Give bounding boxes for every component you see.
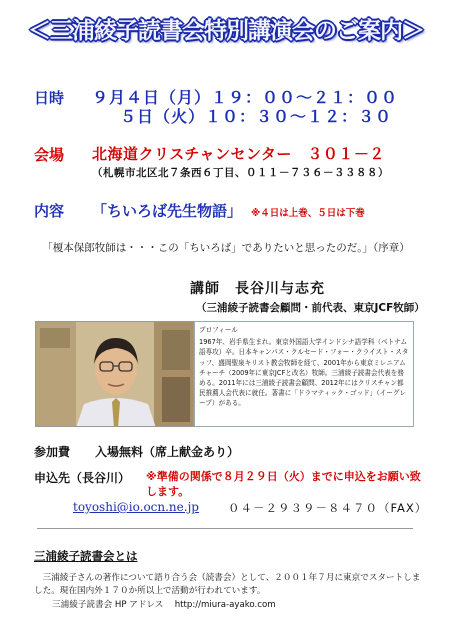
about-heading: 三浦綾子読書会とは	[34, 549, 138, 563]
lecturer-label: 講師 長谷川与志充	[190, 281, 325, 297]
content-title: 「ちいろば先生物語」	[92, 202, 243, 220]
fee-label: 参加費	[34, 445, 71, 459]
email-link[interactable]: toyoshi@io.ocn.ne.jp	[73, 500, 199, 514]
portrait-image	[36, 322, 194, 427]
about-url[interactable]: 三浦綾子読書会 HP アドレス http://miura-ayako.com	[52, 600, 276, 610]
content-note: ※４日は上巻、５日は下巻	[251, 208, 365, 219]
profile-text: 1967年、岩手県生まれ。東京外国語大学インドシナ語学科（ベトナム語専攻）卒。日本キャンパス・クルセード・フォー・クライスト・スタッフ、盛岡聖泉キリスト教会牧師を経て、2001年から東京ミレニアムチャーチ（2009年に東京JCFと改名）牧師。三浦綾子読書会代表を務める。2011年には三浦綾子読書会顧問、2012年にはクリスチャン都民推薦人会代表に就任。著書に「ドラマティック・ゴッド」（イーグレープ）がある。	[199, 338, 409, 408]
venue-label: 会場	[34, 146, 65, 164]
datetime-label: 日時	[34, 89, 65, 107]
phone-fax: ０４－２９３９－８４７０（FAX）	[228, 501, 428, 515]
datetime-line-2: ５日（火）１０：３０～１２：３０	[120, 107, 393, 126]
about-text: 三浦綾子さんの著作について語り合う会（読書会）として、２００１年７月に東京でスタートしました。現在国内外１７０か所以上で活動が行われています。	[34, 573, 421, 596]
venue-address: （札幌市北区北７条西６丁目、０１１－７３６－３３８８）	[92, 167, 389, 179]
apply-note: ※準備の関係で８月２９日（火）までに申込をお願い致します。	[146, 470, 421, 498]
divider	[37, 528, 413, 529]
lecturer-profile	[194, 321, 414, 427]
quote: 「榎本保郎牧師は・・・この「ちいろば」でありたいと思ったのだ。」（序章）	[42, 242, 410, 254]
apply-label: 申込先（長谷川）	[34, 471, 131, 485]
lecturer-affiliation: （三浦綾子読書会顧問・前代表、東京JCF牧師）	[196, 302, 425, 314]
fee-value: 入場無料（席上献金あり）	[95, 445, 240, 459]
datetime-line-1: ９月４日（月）１９：００～２１：００	[92, 88, 399, 107]
venue-name: 北海道クリスチャンセンター ３０１－２	[92, 145, 385, 163]
content-label: 内容	[34, 202, 65, 220]
profile-heading: プロフィール	[199, 326, 238, 334]
lecturer-photo	[35, 321, 194, 427]
page-title: ＜三浦綾子読書会特別講演会のご案内＞	[28, 18, 424, 44]
